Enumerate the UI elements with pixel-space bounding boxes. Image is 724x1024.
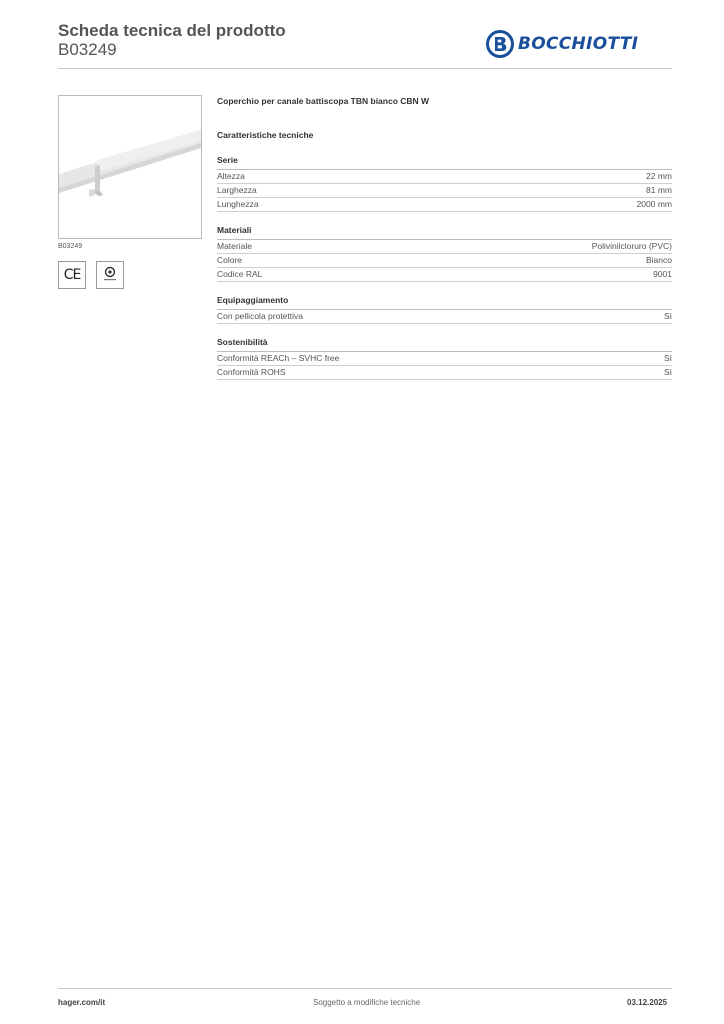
spec-value: Sì — [663, 311, 672, 321]
spec-group-equipaggiamento — [217, 295, 672, 324]
spec-group-title: Materiali — [217, 225, 672, 240]
brand-logo-icon — [486, 30, 514, 58]
cover-profile-image — [59, 96, 201, 238]
footer-date: 03.12.2025 — [627, 998, 668, 1007]
spec-row — [217, 352, 672, 366]
spec-group-materiali — [217, 225, 672, 282]
spec-row — [217, 198, 672, 212]
spec-value: Sì — [663, 367, 672, 377]
footer-note: Soggetto a modifiche tecniche — [313, 998, 421, 1007]
spec-value: 81 mm — [646, 185, 672, 195]
spec-label: Larghezza — [217, 185, 257, 195]
tech-content — [217, 96, 672, 380]
brand-logo — [486, 28, 638, 60]
spec-label: Codice RAL — [217, 269, 263, 279]
header-divider — [58, 68, 672, 69]
spec-value: 22 mm — [646, 171, 672, 181]
spec-group-serie — [217, 155, 672, 212]
ce-mark-icon: CE — [58, 261, 86, 289]
spec-row — [217, 310, 672, 324]
spec-label: Materiale — [217, 241, 252, 251]
spec-row — [217, 268, 672, 282]
spec-label: Colore — [217, 255, 243, 265]
footer-website-link[interactable]: hager.com/it — [58, 998, 106, 1007]
product-code-caption: B03249 — [58, 243, 83, 250]
spec-value: 9001 — [653, 269, 672, 279]
spec-row — [217, 254, 672, 268]
footer-divider — [58, 988, 672, 989]
spec-value: Sì — [663, 353, 672, 363]
spec-row — [217, 184, 672, 198]
product-code-heading: B03249 — [58, 40, 117, 59]
spec-label: Altezza — [217, 171, 245, 181]
spec-value: Polivinilcloruro (PVC) — [591, 241, 672, 251]
spec-group-title: Serie — [217, 155, 672, 170]
product-image — [58, 95, 202, 239]
imq-mark-icon — [96, 261, 124, 289]
spec-group-title: Equipaggiamento — [217, 295, 672, 310]
spec-label: Conformità REACh – SVHC free — [217, 353, 340, 363]
spec-value: Bianco — [646, 255, 672, 265]
spec-row — [217, 366, 672, 380]
spec-row — [217, 240, 672, 254]
page-title: Scheda tecnica del prodotto — [58, 21, 286, 40]
spec-label: Conformità ROHS — [217, 367, 286, 377]
brand-name: BOCCHIOTTI — [518, 34, 639, 54]
spec-row — [217, 170, 672, 184]
product-name: Coperchio per canale battiscopa TBN bianco CBN W — [217, 96, 430, 106]
spec-group-title: Sostenibilità — [217, 337, 672, 352]
spec-group-sostenibilita — [217, 337, 672, 380]
spec-label: Lunghezza — [217, 199, 259, 209]
tech-section-title: Caratteristiche tecniche — [217, 130, 314, 140]
spec-label: Con pellicola protettiva — [217, 311, 303, 321]
spec-value: 2000 mm — [636, 199, 672, 209]
